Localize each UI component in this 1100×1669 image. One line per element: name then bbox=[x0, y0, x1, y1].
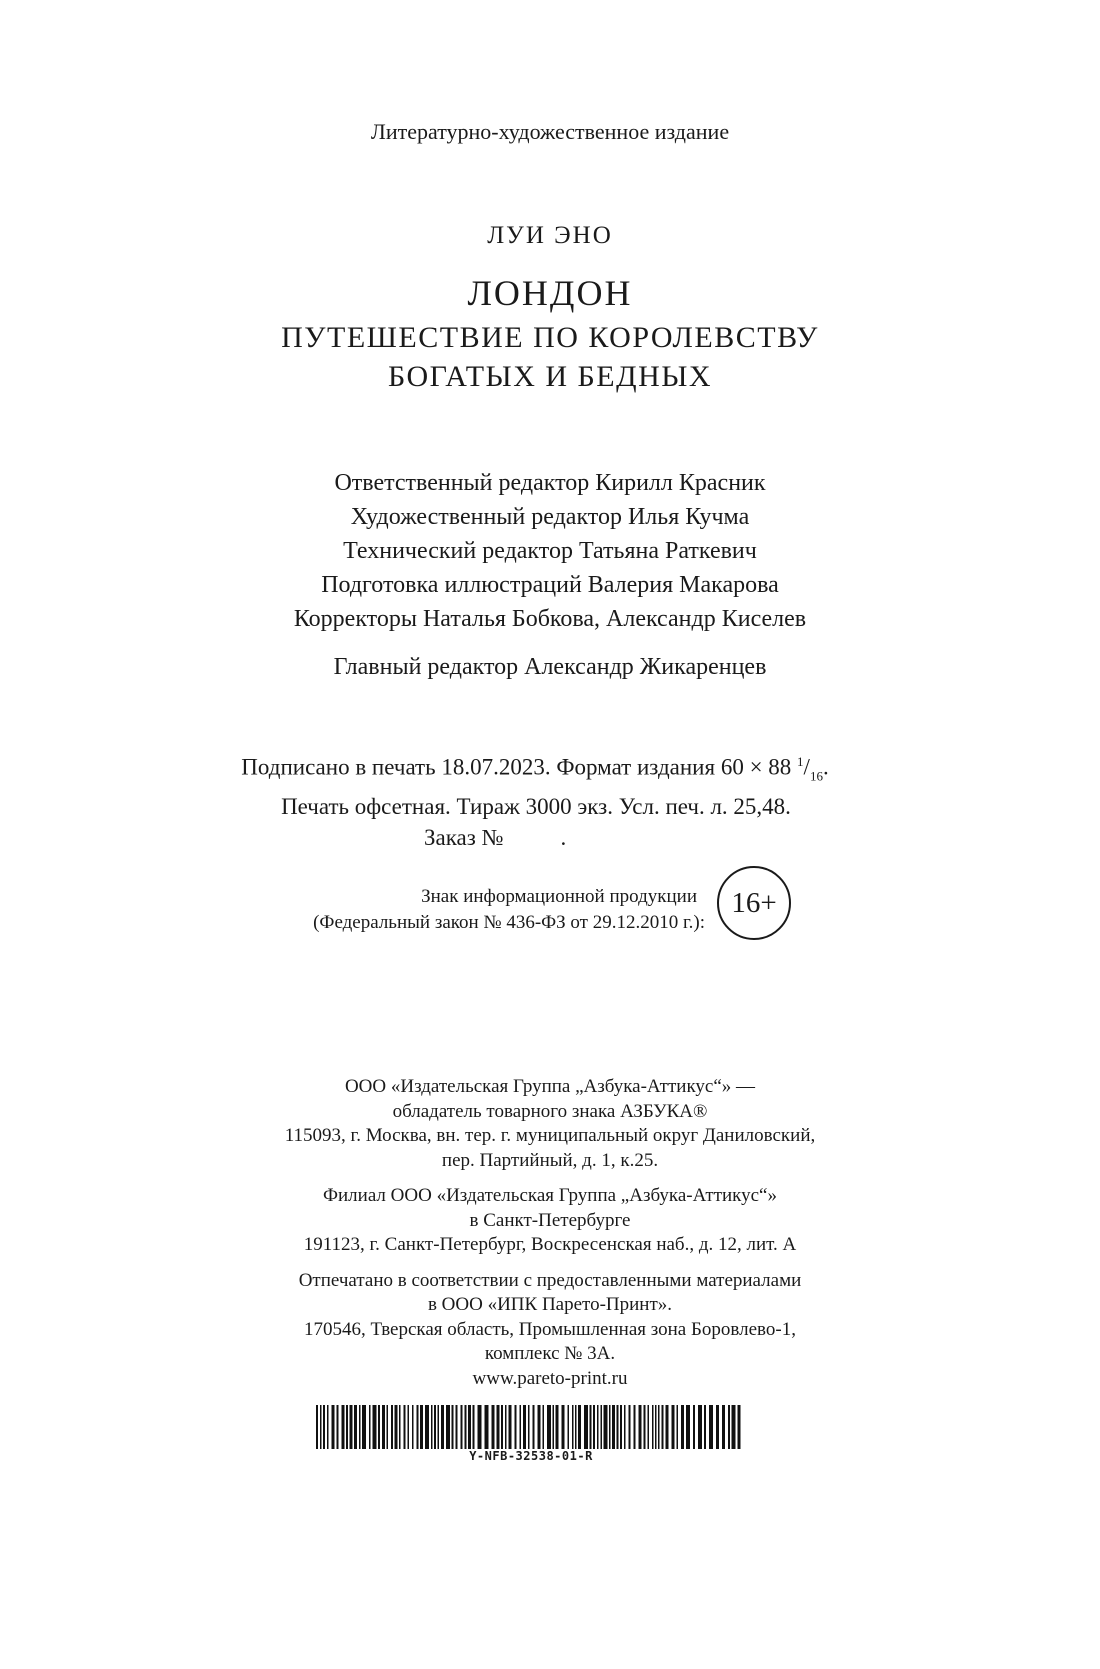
barcode-bar bbox=[590, 1405, 592, 1449]
barcode-bar bbox=[323, 1405, 325, 1449]
barcode-bar bbox=[528, 1405, 530, 1449]
barcode-bar bbox=[644, 1405, 646, 1449]
barcode-bar bbox=[652, 1405, 654, 1449]
barcode-bar bbox=[327, 1405, 329, 1449]
barcode-bar bbox=[612, 1405, 615, 1449]
barcode-bar bbox=[362, 1405, 366, 1449]
barcode-bar bbox=[704, 1405, 706, 1449]
barcode-bar bbox=[578, 1405, 581, 1449]
barcode-bar bbox=[568, 1405, 570, 1449]
publisher-line: ООО «Издательская Группа „Азбука-Аттикус“» — bbox=[344, 1076, 756, 1097]
chief-editor: Главный редактор Александр Жикаренцев bbox=[333, 654, 767, 680]
barcode-bar bbox=[658, 1405, 660, 1449]
credit-line: Подготовка иллюстраций Валерия Макарова bbox=[321, 572, 779, 598]
fraction-denominator: 16 bbox=[809, 768, 823, 784]
barcode-bar bbox=[382, 1405, 385, 1449]
publisher-line: пер. Партийный, д. 1, к.25. bbox=[441, 1149, 659, 1171]
barcode-bar bbox=[547, 1405, 551, 1449]
publisher-info bbox=[0, 1075, 1100, 1391]
barcode-bar bbox=[316, 1405, 318, 1449]
barcode-bar bbox=[461, 1405, 463, 1449]
edition-type: Литературно-художественное издание bbox=[370, 119, 730, 144]
barcode-bar bbox=[609, 1405, 611, 1449]
barcode-bar bbox=[497, 1405, 500, 1449]
author-name: ЛУИ ЭНО bbox=[487, 222, 613, 249]
info-sign-line-1: Знак информационной продукции bbox=[421, 886, 697, 907]
barcode-bar bbox=[387, 1405, 389, 1449]
barcode-bar bbox=[629, 1405, 631, 1449]
barcode-bar bbox=[408, 1405, 410, 1449]
age-rating-text: 16+ bbox=[731, 886, 777, 919]
barcode-bar bbox=[378, 1405, 380, 1449]
barcode-bar bbox=[492, 1405, 495, 1449]
barcode-bar bbox=[604, 1405, 608, 1449]
barcode-bar bbox=[515, 1405, 517, 1449]
subtitle-line-1: ПУТЕШЕСТВИЕ ПО КОРОЛЕВСТВУ bbox=[281, 321, 819, 354]
barcode-bar bbox=[337, 1405, 339, 1449]
barcode-bar bbox=[369, 1405, 371, 1449]
order-label: Заказ № bbox=[424, 825, 504, 851]
credit-line: Технический редактор Татьяна Раткевич bbox=[343, 538, 757, 564]
credit-line: Художественный редактор Илья Кучма bbox=[350, 504, 750, 530]
publisher-line: 115093, г. Москва, вн. тер. г. муниципальный округ Даниловский, bbox=[284, 1125, 816, 1146]
barcode-bar bbox=[346, 1405, 348, 1449]
printer-line: Отпечатано в соответствии с предоставленными материалами bbox=[298, 1269, 802, 1291]
barcode-bar bbox=[473, 1405, 475, 1449]
barcode-bar bbox=[738, 1405, 741, 1449]
barcode-bar bbox=[648, 1405, 650, 1449]
barcode-bar bbox=[465, 1405, 467, 1449]
barcode-bar bbox=[634, 1405, 636, 1449]
barcode-bar bbox=[420, 1405, 423, 1449]
barcode-bar bbox=[438, 1405, 440, 1449]
barcode-bar bbox=[391, 1405, 393, 1449]
printer-line: комплекс № 3А. bbox=[484, 1343, 616, 1364]
barcode-bar bbox=[543, 1405, 545, 1449]
barcode-bar bbox=[350, 1405, 353, 1449]
barcode-bar bbox=[572, 1405, 574, 1449]
info-sign-line-2: (Федеральный закон № 436-ФЗ от 29.12.2010 г.): bbox=[313, 912, 705, 933]
barcode-bar bbox=[342, 1405, 345, 1449]
barcode-bar bbox=[417, 1405, 419, 1449]
printer-line: в ООО «ИПК Парето-Принт». bbox=[427, 1294, 673, 1315]
barcode-bar bbox=[655, 1405, 657, 1449]
barcode-bar bbox=[728, 1405, 730, 1449]
barcode-bar bbox=[399, 1405, 401, 1449]
barcode-bar bbox=[456, 1405, 458, 1449]
barcode-bar bbox=[732, 1405, 736, 1449]
barcode-bar bbox=[693, 1405, 695, 1449]
fraction-numerator: 1 bbox=[797, 754, 804, 769]
barcode-bar bbox=[681, 1405, 684, 1449]
barcode-text: Y-NFB-32538-01-R bbox=[469, 1449, 593, 1463]
print-info bbox=[215, 746, 855, 853]
barcode-bar bbox=[320, 1405, 322, 1449]
barcode-bar bbox=[468, 1405, 471, 1449]
book-subtitle bbox=[0, 318, 1100, 396]
barcode-bar bbox=[404, 1405, 406, 1449]
age-rating-badge bbox=[717, 866, 791, 940]
barcode-bar bbox=[639, 1405, 642, 1449]
barcode-bar bbox=[505, 1405, 507, 1449]
barcode-bar bbox=[359, 1405, 361, 1449]
barcode-bar bbox=[709, 1405, 713, 1449]
print-format-text: Подписано в печать 18.07.2023. Формат издания 60 × 88 bbox=[241, 754, 798, 780]
barcode-bar bbox=[716, 1405, 719, 1449]
printer-url: www.pareto-print.ru bbox=[472, 1367, 628, 1389]
barcode bbox=[316, 1405, 746, 1449]
barcode-bar bbox=[509, 1405, 512, 1449]
info-sign bbox=[230, 884, 705, 936]
barcode-bar bbox=[412, 1405, 414, 1449]
branch-line: 191123, г. Санкт-Петербург, Воскресенская наб., д. 12, лит. А bbox=[303, 1234, 797, 1255]
barcode-bar bbox=[662, 1405, 664, 1449]
print-line-2: Печать офсетная. Тираж 3000 экз. Усл. печ. л. 25,48. bbox=[281, 794, 791, 820]
fraction-dot: . bbox=[822, 754, 829, 780]
barcode-bar bbox=[446, 1405, 450, 1449]
barcode-bar bbox=[523, 1405, 526, 1449]
barcode-bar bbox=[584, 1405, 588, 1449]
branch-line: Филиал ООО «Издательская Группа „Азбука-Аттикус“» bbox=[323, 1185, 777, 1206]
barcode-bar bbox=[434, 1405, 436, 1449]
barcode-bar bbox=[553, 1405, 555, 1449]
barcode-bar bbox=[617, 1405, 619, 1449]
barcode-bar bbox=[501, 1405, 503, 1449]
barcode-bar bbox=[677, 1405, 679, 1449]
print-line-3 bbox=[215, 822, 855, 853]
barcode-bar bbox=[425, 1405, 429, 1449]
barcode-bar bbox=[556, 1405, 559, 1449]
subtitle-line-2: БОГАТЫХ И БЕДНЫХ bbox=[387, 360, 713, 393]
barcode-bar bbox=[575, 1405, 577, 1449]
barcode-bar bbox=[452, 1405, 454, 1449]
barcode-bar bbox=[601, 1405, 603, 1449]
publisher-line: обладатель товарного знака АЗБУКА® bbox=[392, 1100, 708, 1122]
barcode-bar bbox=[395, 1405, 398, 1449]
barcode-bar bbox=[373, 1405, 377, 1449]
barcode-bar bbox=[533, 1405, 535, 1449]
barcode-bar bbox=[354, 1405, 357, 1449]
credits-list bbox=[0, 466, 1100, 636]
barcode-bar bbox=[666, 1405, 669, 1449]
barcode-bar bbox=[485, 1405, 489, 1449]
barcode-bar bbox=[441, 1405, 444, 1449]
fraction-slash: / bbox=[803, 754, 810, 780]
credit-line: Корректоры Наталья Бобкова, Александр Киселев bbox=[293, 606, 807, 632]
barcode-bar bbox=[520, 1405, 522, 1449]
barcode-bar bbox=[562, 1405, 565, 1449]
book-title: ЛОНДОН bbox=[467, 273, 633, 313]
barcode-bar bbox=[624, 1405, 626, 1449]
barcode-bar bbox=[722, 1405, 725, 1449]
barcode-bar bbox=[538, 1405, 541, 1449]
barcode-bar bbox=[698, 1405, 702, 1449]
barcode-bar bbox=[593, 1405, 595, 1449]
barcode-bar bbox=[431, 1405, 433, 1449]
printer-line: 170546, Тверская область, Промышленная зона Боровлево-1, bbox=[304, 1318, 796, 1340]
barcode-bar bbox=[620, 1405, 622, 1449]
barcode-bar bbox=[597, 1405, 599, 1449]
credit-line: Ответственный редактор Кирилл Красник bbox=[334, 470, 766, 496]
order-end: . bbox=[560, 825, 567, 851]
barcode-bar bbox=[672, 1405, 675, 1449]
barcode-bar bbox=[478, 1405, 482, 1449]
barcode-bar bbox=[686, 1405, 690, 1449]
print-line-1 bbox=[215, 746, 855, 791]
branch-line: в Санкт-Петербурге bbox=[469, 1209, 631, 1231]
barcode-bar bbox=[332, 1405, 335, 1449]
